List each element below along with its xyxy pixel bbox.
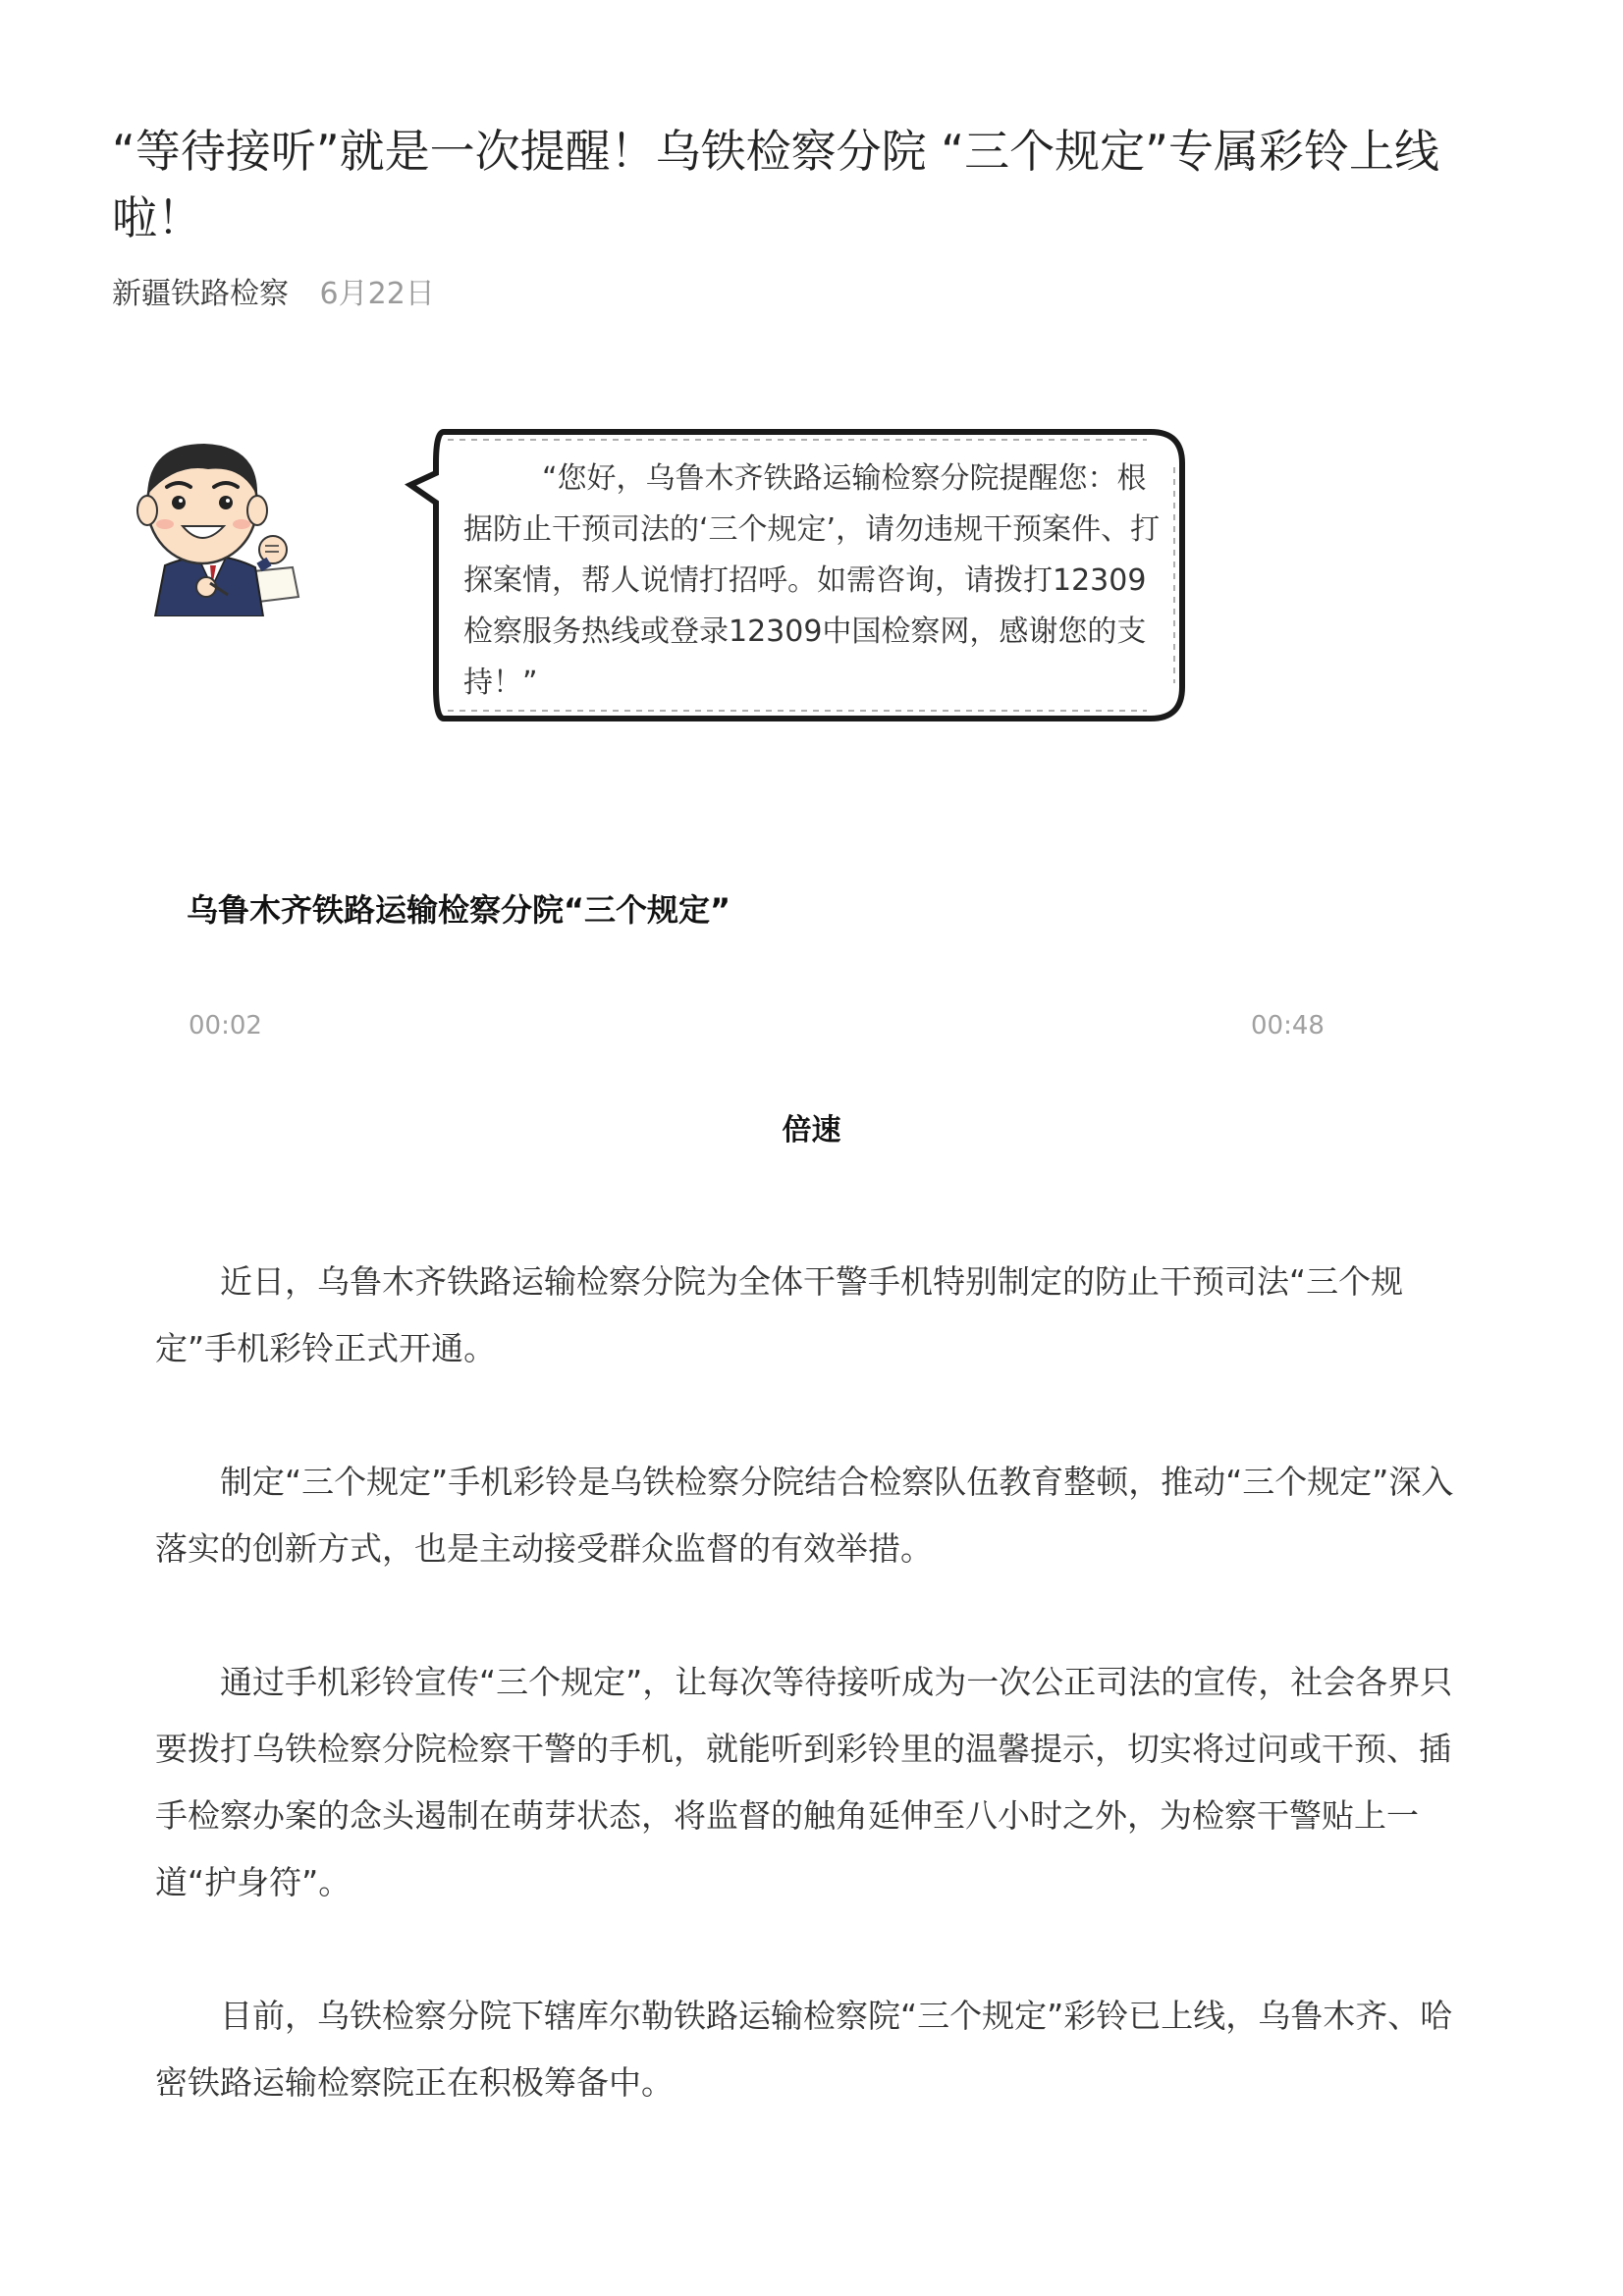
article-meta [112,273,435,316]
body-paragraph: 近日，乌鲁木齐铁路运输检察分院为全体干警手机特别制定的防止干预司法“三个规定”手机彩铃正式开通。 [155,1262,1404,1367]
bubble-text: “您好，乌鲁木齐铁路运输检察分院提醒您：根据防止干预司法的‘三个规定’，请勿违规干预案件、打探案情，帮人说情打招呼。如需咨询，请拨打12309检察服务热线或登录12309中国检察网，感谢您的支持！” [463,461,1161,700]
body-paragraph: 目前，乌铁检察分院下辖库尔勒铁路运输检察院“三个规定”彩铃已上线，乌鲁木齐、哈密铁路运输检察院正在积极筹备中。 [155,1997,1453,2102]
author-link[interactable]: 新疆铁路检察 [112,277,289,311]
body-paragraph: 制定“三个规定”手机彩铃是乌铁检察分院结合检察队伍教育整顿，推动“三个规定”深入落实的创新方式，也是主动接受群众监督的有效举措。 [155,1463,1454,1568]
publish-date: 6月22日 [319,277,435,311]
body-paragraph: 通过手机彩铃宣传“三个规定”，让每次等待接听成为一次公正司法的宣传，社会各界只要拨打乌铁检察分院检察干警的手机，就能听到彩铃里的温馨提示，切实将过问或干预、插手检察办案的念头遏制在萌芽状态，将监督的触角延伸至八小时之外，为检察干警贴上一道“护身符”。 [155,1663,1453,1901]
bubble-message [463,454,1163,709]
playback-speed-label: 倍速 [782,1113,841,1148]
cartoon-prosecutor-icon [126,430,300,616]
audio-current-time: 00:02 [189,1011,262,1041]
audio-total-time: 00:48 [1251,1011,1325,1041]
audio-title: 乌鲁木齐铁路运输检察分院“三个规定” [187,891,731,929]
article-title: “等待接听”就是一次提醒！乌铁检察分院 “三个规定”专属彩铃上线啦！ [112,125,1439,244]
playback-speed-button[interactable] [0,1105,1623,1148]
speech-bubble [405,424,1190,726]
